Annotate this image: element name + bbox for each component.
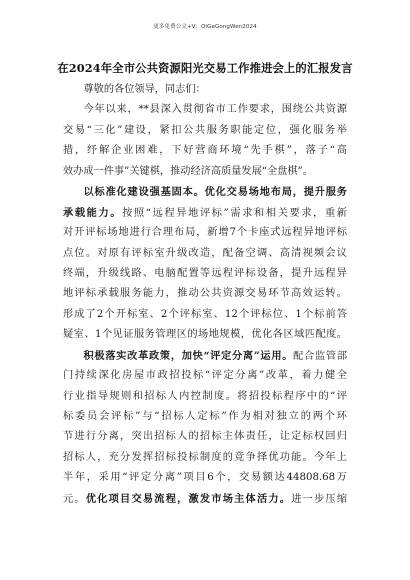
header-note: 更多免费公文+V：QiGeGongWen2024 [153, 24, 257, 30]
text-line [63, 223, 347, 243]
text-line [63, 162, 347, 182]
text-line [63, 305, 347, 325]
body-text: 行业指导规则和招标人内控制度。将招投标程序中的“评 [63, 390, 347, 402]
body-text: 疑室、1个见证服务管理区的场地规模，优化各区域匹配度。 [63, 329, 347, 341]
body-text: 进一步压缩 [291, 493, 347, 505]
bold-heading-text: 积极落实改革政策，加快“评定分离”运用。 [83, 349, 294, 362]
body-text: 配合监管部 [293, 350, 347, 362]
body-text: 元。 [63, 493, 86, 505]
body-text: 效办成一件事”关键棋，推动经济高质量发展“全盘棋”。 [63, 165, 313, 177]
text-line [63, 448, 347, 468]
text-line [63, 366, 347, 386]
body-text: 按照“远程异地评标”需求和相关要求，重新 [122, 207, 347, 219]
text-line [63, 100, 347, 120]
text-line [63, 407, 347, 427]
text-line [63, 203, 347, 223]
body-text: 今年以来，**县深入贯彻省市工作要求，围绕公共资源 [83, 104, 347, 116]
bold-heading-text: 优化项目交易流程，激发市场主体活力。 [85, 492, 292, 505]
text-line [63, 468, 347, 488]
bold-heading-text: 承载能力。 [63, 206, 123, 219]
text-line [63, 141, 347, 161]
text-line [63, 489, 347, 509]
text-line [63, 182, 347, 202]
text-line [63, 80, 347, 100]
body-text: 地评标承载服务能力，推动公共资源交易环节高效运转。 [63, 288, 347, 300]
body-text: 交易“三化”建设，紧扣公共服务职能定位，强化服务举 [63, 124, 347, 136]
body-text: 形成了2个开标室、2个评标室、12个评标位、1个标前答 [63, 308, 347, 320]
text-line [63, 284, 347, 304]
text-line [63, 325, 347, 345]
bold-heading-text: 以标准化建设强基固本。优化交易场地布局，提升服务 [83, 186, 347, 199]
body-text: 对开评标场地进行合理布局，新增7个卡座式远程异地评标 [63, 227, 347, 239]
text-line [63, 244, 347, 264]
document-body [63, 80, 347, 509]
text-line [63, 264, 347, 284]
body-text: 门持续深化房屋市政招投标“评定分离”改革，着力健全 [63, 370, 347, 382]
document-title: 在2024年全市公共资源阳光交易工作推进会上的汇报发言 [57, 61, 353, 75]
body-text: 点位。对原有评标室升级改造，配备空调、高清视频会议 [63, 247, 347, 259]
body-text: 招标人，充分发挥招标投标制度的竞争择优功能。今年上 [63, 451, 347, 463]
body-text: 半年，采用“评定分离”项目6个，交易额达44808.68万 [63, 472, 347, 484]
text-line [63, 346, 347, 366]
body-text: 尊敬的各位领导，同志们： [83, 84, 206, 95]
body-text: 节进行分离，突出招标人的招标主体责任，让定标权回归 [63, 431, 347, 443]
body-text: 终端，升级线路、电脑配置等远程评标设备，提升远程异 [63, 267, 347, 279]
text-line [63, 427, 347, 447]
body-text: 措，纾解企业困难，下好营商环境“先手棋”，落子“高 [63, 145, 347, 157]
body-text: 标委员会评标”与“招标人定标”作为相对独立的两个环 [63, 411, 347, 422]
text-line [63, 387, 347, 407]
text-line [63, 121, 347, 141]
